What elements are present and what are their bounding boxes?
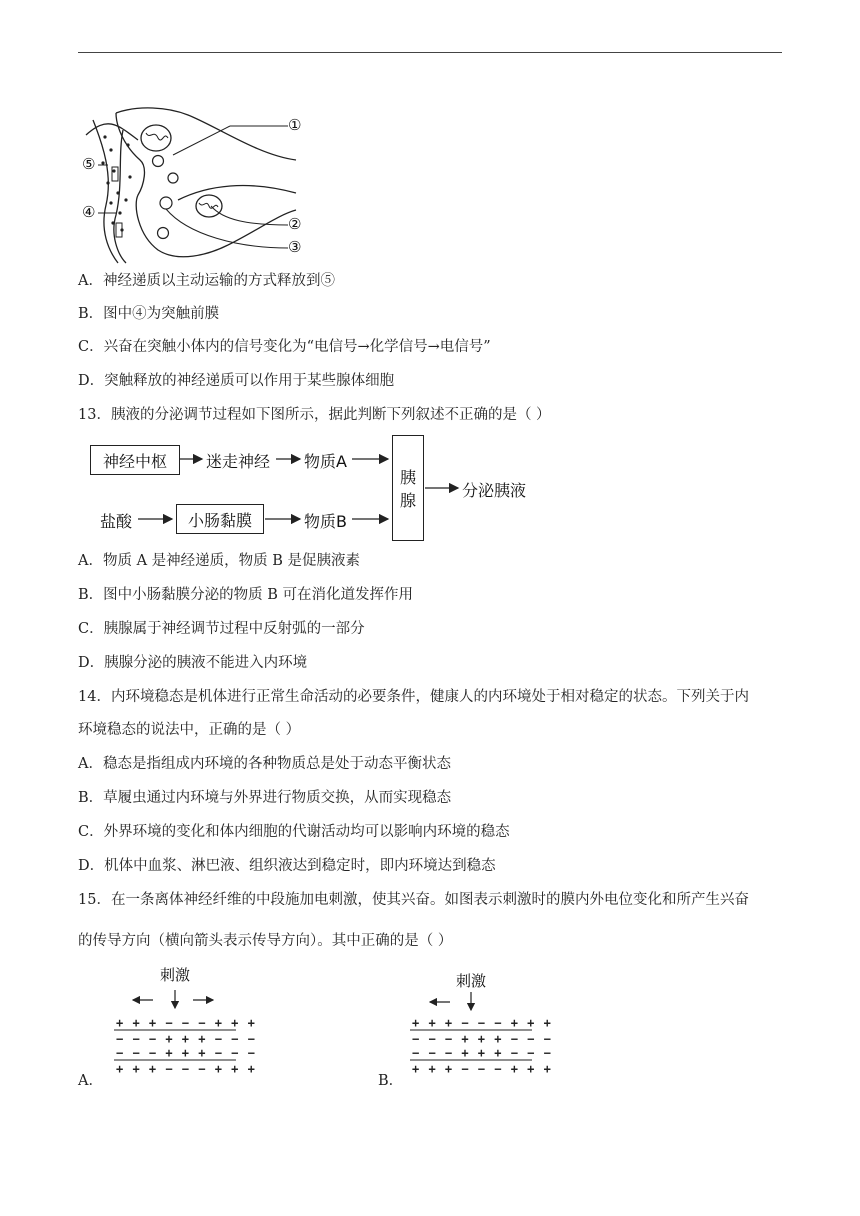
secrete-label: 分泌胰液 <box>462 481 527 500</box>
q13-option-d: D．胰腺分泌的胰液不能进入内环境 <box>78 655 308 671</box>
q14-option-d: D．机体中血浆、淋巴液、组织液达到稳定时，即内环境达到稳态 <box>78 858 496 874</box>
vagus-nerve-label: 迷走神经 <box>206 452 271 471</box>
substance-b-label: 物质B <box>304 512 347 531</box>
q14-option-b: B．草履虫通过内环境与外界进行物质交换，从而实现稳态 <box>78 790 452 806</box>
q15-stem-line2: 的传导方向（横向箭头表示传导方向）。其中正确的是（ ） <box>78 933 453 949</box>
figure-a-row-2: − − − + + + − − − <box>116 1032 256 1046</box>
label-3: ③ <box>288 238 302 256</box>
label-5: ⑤ <box>82 155 96 173</box>
synapse-drawing <box>78 105 318 265</box>
figure-a <box>78 962 258 1089</box>
figure-b-row-4: + + + − − − + + + <box>412 1062 552 1076</box>
q14-stem-line1: 14．内环境稳态是机体进行正常生命活动的必要条件，健康人的内环境处于相对稳定的状态。下列关于内 <box>78 689 749 705</box>
figure-b-option-label: B． <box>378 1073 404 1089</box>
q15-stem-line1: 15．在一条离体神经纤维的中段施加电刺激，使其兴奋。如图表示刺激时的膜内外电位变化和所产生兴奋 <box>78 892 749 908</box>
synapse-figure <box>78 105 318 265</box>
q13-option-c: C．胰腺属于神经调节过程中反射弧的一部分 <box>78 621 365 637</box>
q12-option-c: C．兴奋在突触小体内的信号变化为“电信号→化学信号→电信号” <box>78 339 491 355</box>
figure-b-stim-label: 刺激 <box>456 972 487 990</box>
acid-label: 盐酸 <box>100 512 133 531</box>
pancreas-box <box>392 435 424 541</box>
pancreas-text-top: 胰 <box>399 468 416 487</box>
pancreas-diagram <box>90 437 550 537</box>
q13-option-a: A．物质 A 是神经递质，物质 B 是促胰液素 <box>78 553 361 569</box>
label-4: ④ <box>82 203 96 221</box>
figure-a-option-label: A． <box>78 1073 103 1089</box>
figure-a-row-1: + + + − − − + + + <box>116 1016 256 1030</box>
figure-b-row-2: − − − + + + − − − <box>412 1032 552 1046</box>
figure-a-stim-label: 刺激 <box>160 966 191 984</box>
q12-option-d: D．突触释放的神经递质可以作用于某些腺体细胞 <box>78 373 395 389</box>
label-1: ① <box>288 116 302 134</box>
q14-option-c: C．外界环境的变化和体内细胞的代谢活动均可以影响内环境的稳态 <box>78 824 510 840</box>
nerve-center-box: 神经中枢 <box>90 445 180 475</box>
figure-a-row-4: + + + − − − + + + <box>116 1062 256 1076</box>
q13-stem: 13．胰液的分泌调节过程如下图所示，据此判断下列叙述不正确的是（ ） <box>78 407 551 423</box>
label-2: ② <box>288 215 302 233</box>
figure-b-row-3: − − − + + + − − − <box>412 1046 552 1060</box>
pancreas-text-bottom: 腺 <box>399 491 416 510</box>
q14-option-a: A．稳态是指组成内环境的各种物质总是处于动态平衡状态 <box>78 756 451 772</box>
figure-a-row-3: − − − + + + − − − <box>116 1046 256 1060</box>
q12-option-b: B．图中④为突触前膜 <box>78 306 220 322</box>
figure-b-row-1: + + + − − − + + + <box>412 1016 552 1030</box>
figure-b <box>378 962 558 1089</box>
q14-stem-line2: 环境稳态的说法中，正确的是（ ） <box>78 722 301 738</box>
q12-option-a: A．神经递质以主动运输的方式释放到⑤ <box>78 273 335 289</box>
intestinal-mucosa-box: 小肠黏膜 <box>176 504 264 534</box>
q13-option-b: B．图中小肠黏膜分泌的物质 B 可在消化道发挥作用 <box>78 587 414 603</box>
substance-a-label: 物质A <box>304 452 347 471</box>
header-rule <box>78 52 782 53</box>
